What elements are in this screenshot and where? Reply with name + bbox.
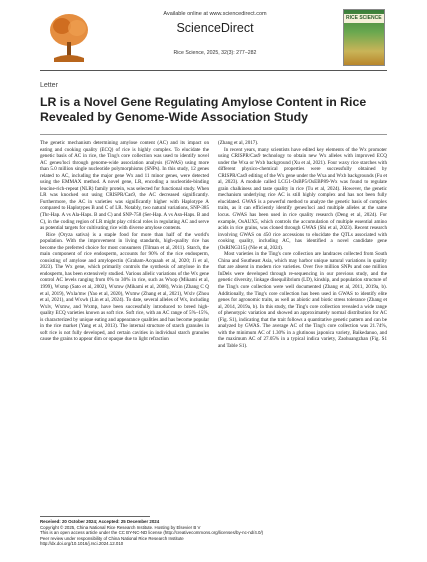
- article-title: LR is a Novel Gene Regulating Amylose Content in Rice Revealed by Genome-Wide Association Study: [40, 95, 367, 124]
- journal-citation: Rice Science, 2025, 32(3): 277−282: [173, 50, 257, 56]
- article-footnotes: [40, 519, 390, 547]
- title-divider: [40, 134, 387, 135]
- copyright-line: Copyright © 2025, China National Rice Research Institute. Hosting by Elsevier B V: [40, 524, 201, 530]
- elsevier-tree-logo-icon[interactable]: [44, 8, 94, 66]
- left-text-column: [40, 140, 209, 343]
- body-paragraph: In recent years, many scientists have edited key elements of the Wx promoter using CRISPR/Cas9 technology to obtain new Wx alleles with improved ECQ under the Wxa or Wxb background (Xu et al, 2021). Four waxy rice starches with different physico-chemical properties were successfully obtained by CRISPR/Cas9 editing of the Wx gene under the Wxa and Wxb backgrounds (Fu et al, 2023). A module called LCG1-OsBP5/OsEBP89-Wx was found to regulate grain chalkiness and taste quality in rice (Tu et al, 2024). However, the genetic mechanism underlying rice AC is still highly complex and has not been fully elucidated. GWAS is a powerful method to analyze the genetic basis of complex traits, as it can efficiently identify genes/loci and multiple alleles at the same locus. GWAS has been used in rice quality research (Deng et al, 2024). For example, OsAUX5, which controls the accumulation of multiple essential amino acids in rice grains, was cloned through GWAS (Shi et al, 2023). Recent research involving GWAS on 450 rice accessions to elucidate the QTLs associated with cooking quality, including AC, has identified a novel candidate gene (OsRING315) (Nie et al, 2024).: [218, 146, 387, 251]
- header-divider: [40, 70, 387, 71]
- journal-cover-thumbnail[interactable]: [343, 9, 385, 66]
- license-line[interactable]: This is an open access article under the CC BY-NC-ND license (http://creativecommons.org/licenses/by-nc-nd/4.0/): [40, 530, 264, 536]
- body-paragraph: (Zhang et al, 2017).: [218, 140, 259, 146]
- cover-title: RICE SCIENCE: [346, 15, 382, 21]
- doi-link[interactable]: http://dx.doi.org/10.1016/j.rsci.2024.12.010: [40, 541, 124, 547]
- article-type: Letter: [40, 82, 58, 89]
- journal-header: [0, 0, 427, 72]
- body-paragraph: Rice (Oryza sativa) is a staple food for more than half of the world's population. With the improvement in living standards, high-quality rice has become the preferred choice for most consumers (Tilman et al, 2011). Starch, the main component of rice endosperm, accounts for 90% of the rice endosperm, consisting of amylose and amylopectin (Graham-Acquaah et al, 2020; Ji et al, 2023). The Wx gene, which primarily controls the synthesis of amylose in the endosperm, has been extensively studied. Various allelic variations of the Wx gene control AC levels ranging from 0% to 30% in rice, such as Wxop (Mikami et al, 1999), Wxmp (Sato et al, 2002), Wxmw (Mikami et al, 2008), Wxin (Zhang C Q et al, 2019), Wxla/mw (Yao et al, 2020), Wxmw (Zhang et al, 2021), Wxlv (Zhou et al, 2021), and Wxwh (Lin et al, 2024). To date, several alleles of Wx, including Wxlv, Wxmw, and Wxmp, have been successfully introduced to breed high-quality ECQ varieties known as soft rice. Soft rice, with an AC range of 5%–15%, is characterized by unique eating and appearance qualities and has become popular in the rice market (Yang et al, 2013). The internal structure of starch granules in soft rice is not fully developed, and certain cavities in individual starch granules cause the grains to appear dim or opaque due to light refraction: [40, 231, 210, 343]
- right-text-column: [218, 140, 387, 350]
- body-paragraph: Most varieties in the Ting's core collection are landraces collected from South China and Southeast Asia, which may harbor unique natural variations in quality that are absent in modern rice varieties. Over five million SNPs and one million InDels were developed through re-sequencing in our previous study, and the genetic diversity, linkage disequilibrium (LD), kinship, and population structure of the Ting's core collection were well documented (Zhang et al, 2011, 2019a, b). Additionally, the Ting's core collection has been used in GWAS to identify elite genes for agronomic traits, as well as abiotic and biotic stress tolerance (Zhang et al, 2014, 2019a, b). In this study, the Ting's core collection revealed a wide range of phenotypic variation and showed an approximately normal distribution for AC (Fig. S1), indicating that the trait follows a quantitative genetic pattern and can be analyzed by GWAS. The average AC of the Ting's core collection was 21.74%, with the minimum AC of 1.30% in a glutinous japonica variety, Baikedanuo, and the maximum AC of 27.05% in a typical indica variety, Zaohuangzhan (Fig. S1 and Table S1).: [218, 251, 387, 349]
- peer-review-line: Peer review under responsibility of China National Rice Research Institute: [40, 535, 184, 541]
- availability-line: Available online at www.sciencedirect.com: [163, 11, 267, 17]
- footnote-divider: [40, 516, 150, 517]
- platform-name[interactable]: ScienceDirect: [176, 21, 254, 35]
- abstract-paragraph: The genetic mechanism determining amylose content (AC) and its impact on eating and cooking quality (ECQ) of rice is highly complex. To elucidate the genetic basis of AC in rice, the Ting's core collection was used to identify novel AC genes/loci through genome-wide association analysis (GWAS) using more than 5.0 million single nucleotide polymorphisms (SNPs). In this study, 12 genes related to AC, including the major gene Wx and 11 minor genes, were detected using the EMMAX method. A novel gene, LR, encoding a nucleotide-binding leucine-rich-repeat (NLR) family protein, was selected for functional study. When LR was knocked out using CRISPR/Cas9, the AC decreased significantly. Furthermore, the AC in varieties was significantly higher with Haplotype A compared to Haplotypes B and C of LR. Notably, two natural variations, SNP-385 (Thr-Hap. A vs Ala-Haps. B and C) and SNP-758 (Ser-Hap. A vs Asn-Haps. B and C), in the coding region of LR might play critical roles in regulating AC and serve as potential targets for cultivating rice with diverse amylose contents.: [40, 140, 209, 232]
- received-dates: Received: 20 October 2024; Accepted: 25 December 2024: [40, 519, 160, 524]
